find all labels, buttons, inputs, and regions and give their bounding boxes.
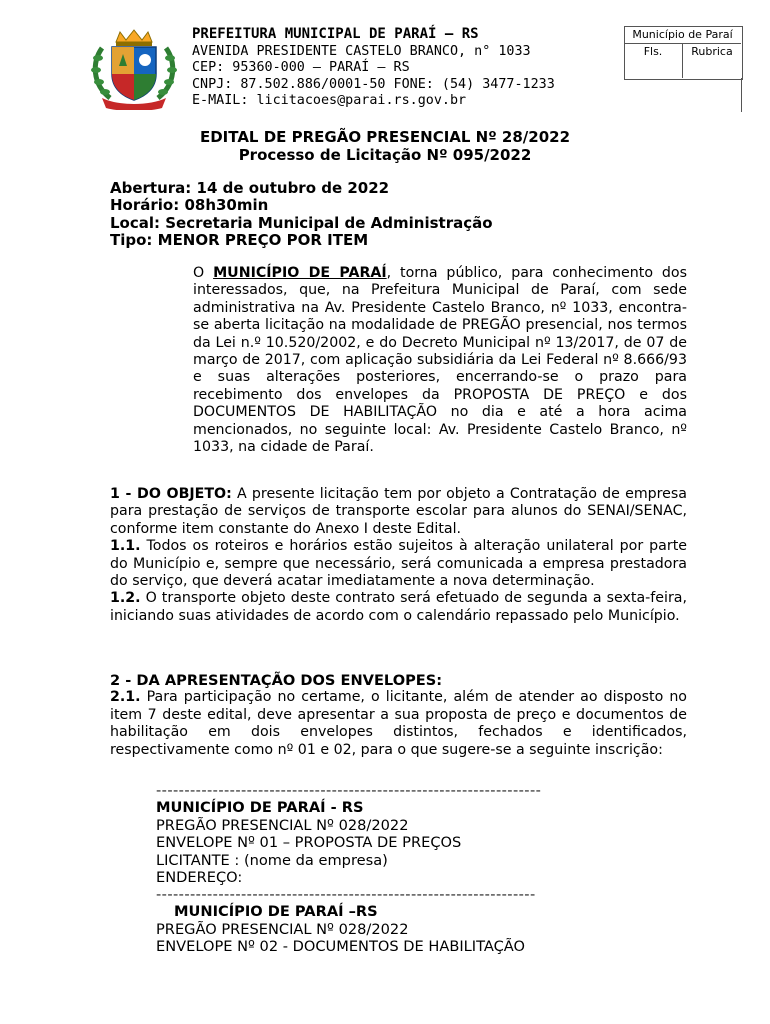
processo-title: Processo de Licitação Nº 095/2022 [238, 146, 532, 164]
stamp-municipio: Município de Paraí [624, 26, 741, 44]
local: Local: Secretaria Municipal de Administração [110, 213, 493, 232]
cep-line: CEP: 95360-000 – PARAÍ – RS [192, 60, 410, 76]
section-envelopes: 2 - DA APRESENTAÇÃO DOS ENVELOPES: 2.1. Para participação no certame, o licitante, além de atender ao disposto no item 7 deste edital, deve apresentar a sua proposta de preço e documentos de habilitação em dois envelopes distintos, fechados e identificados, respectivamente como nº 01 e 02, para o que sugere-se a seguinte inscrição: [110, 672, 687, 758]
horario: Horário: 08h30min [110, 196, 269, 215]
envelope-1-label: -------------------------------------------------------------------- MUNICÍPIO DE PARAÍ - RS PREGÃO PRESENCIAL Nº 028/2022 ENVELOPE Nº 01 – PROPOSTA DE PREÇOS LICITANTE : (nome da empresa) ENDEREÇO: [156, 782, 542, 887]
section-heading: 1 - DO OBJETO: [110, 486, 232, 502]
stamp-fls: Fls. [643, 45, 663, 58]
envelope-2-label: ------------------------------------------------------------------- MUNICÍPIO DE PARAÍ –RS PREGÃO PRESENCIAL Nº 028/2022 ENVELOPE Nº 02 - DOCUMENTOS DE HABILITAÇÃO [156, 886, 536, 956]
document-title [0, 128, 770, 164]
section-heading: 2 - DA APRESENTAÇÃO DOS ENVELOPES: [110, 672, 443, 689]
tipo: Tipo: MENOR PREÇO POR ITEM [110, 231, 369, 250]
stamp-rubrica: Rubrica [691, 45, 733, 58]
letterhead [192, 26, 555, 110]
cnpj-phone-line: CNPJ: 87.502.886/0001-50 FONE: (54) 3477-1233 [192, 76, 555, 92]
section-objeto: 1 - DO OBJETO: A presente licitação tem por objeto a Contratação de empresa para prestação de serviços de transporte escolar para alunos do SENAI/SENAC, conforme item constante do Anexo I deste Edital. 1.1. Todos os roteiros e horários estão sujeitos à alteração unilateral por parte do Município e, sempre que necessário, será comunicada a empresa prestadora do serviço, que deverá acatar imediatamente a nova determinação. 1.2. O transporte objeto deste contrato será efetuado de segunda a sexta-feira, iniciando suas atividades de acordo com o calendário repassado pelo Município. [110, 486, 687, 624]
coat-of-arms-icon [88, 28, 180, 110]
opening-info [110, 180, 493, 250]
page-stamp-box [624, 26, 742, 112]
intro-paragraph: O MUNICÍPIO DE PARAÍ, torna público, para conhecimento dos interessados, que, na Prefeitura Municipal de Paraí, com sede administrativa na Av. Presidente Castelo Branco, nº 1033, encontra-se aberta licitação na modalidade de PREGÃO presencial, nos termos da Lei n.º 10.520/2002, e do Decreto Municipal nº 13/2017, de 07 de março de 2017, com aplicação subsidiária da Lei Federal nº 8.666/93 e suas alterações posteriores, encerrando-se o prazo para recebimento dos envelopes da PROPOSTA DE PREÇO e dos DOCUMENTOS DE HABILITAÇÃO no dia e até a hora acima mencionados, no seguinte local: Av. Presidente Castelo Branco, nº 1033, na cidade de Paraí. [193, 265, 687, 456]
prefeitura-title: PREFEITURA MUNICIPAL DE PARAÍ – RS [192, 26, 479, 42]
edital-title: EDITAL DE PREGÃO PRESENCIAL Nº 28/2022 [199, 128, 571, 146]
address-line: AVENIDA PRESIDENTE CASTELO BRANCO, n° 1033 [192, 43, 531, 59]
municipio-name: MUNICÍPIO DE PARAÍ [213, 265, 387, 281]
email-line: E-MAIL: licitacoes@parai.rs.gov.br [192, 93, 467, 109]
abertura: Abertura: 14 de outubro de 2022 [110, 179, 390, 197]
